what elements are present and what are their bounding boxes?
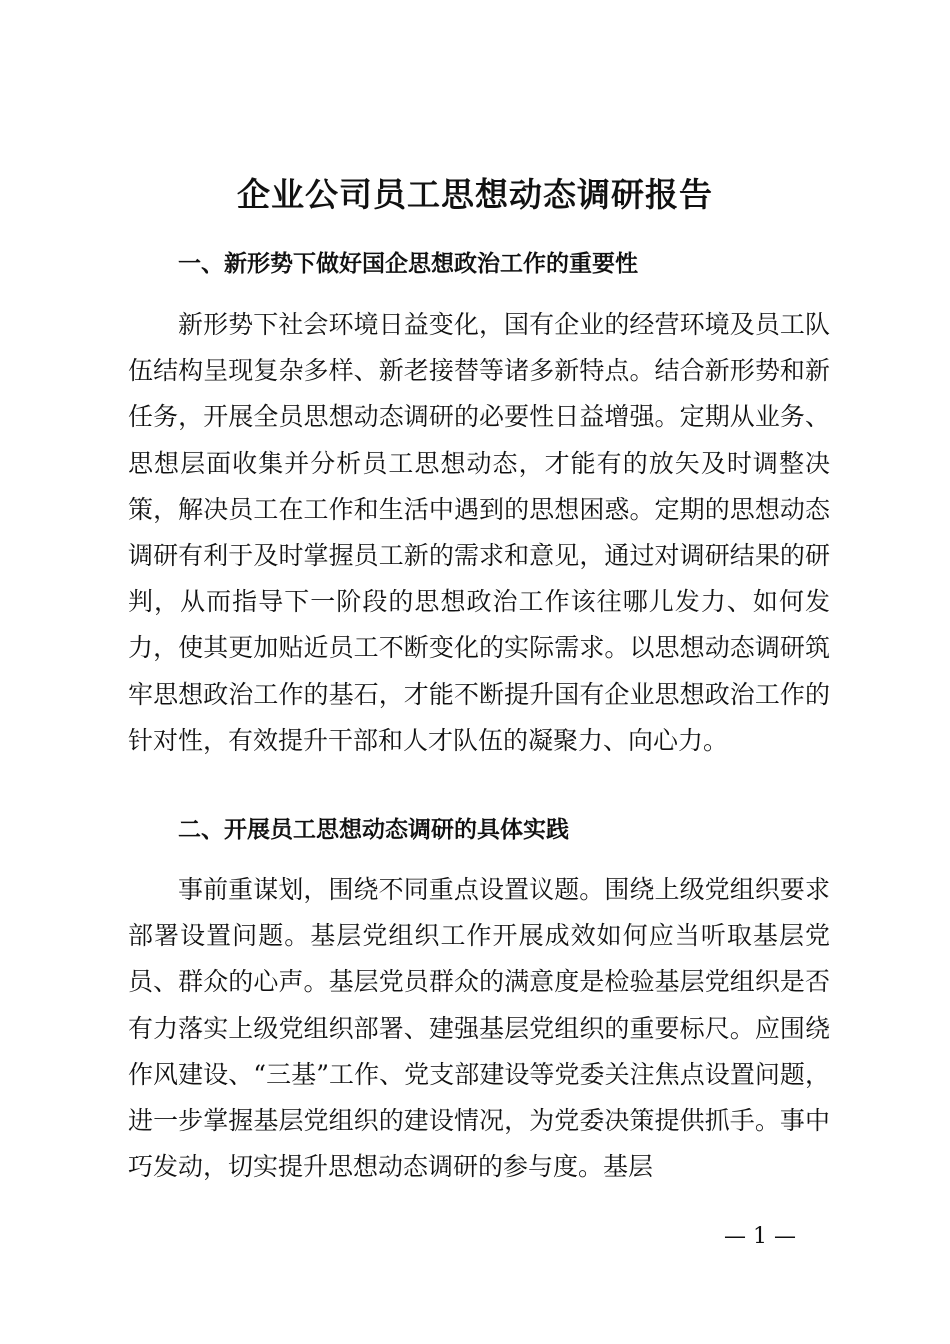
page-number: — 1 — [724,1224,796,1249]
section-heading-2: 二、开展员工思想动态调研的具体实践 [178,817,569,843]
section-paragraph-1: 新形势下社会环境日益变化，国有企业的经营环境及员工队伍结构呈现复杂多样、新老接替等诸多新特点。结合新形势和新任务，开展全员思想动态调研的必要性日益增强。定期从业务、思想层面收集并分析员工思想动态，才能有的放矢及时调整决策，解决员工在工作和生活中遇到的思想困惑。定期的思想动态调研有利于及时掌握员工新的需求和意见，通过对调研结果的研判，从而指导下一阶段的思想政治工作该往哪儿发力、如何发力，使其更加贴近员工不断变化的实际需求。以思想动态调研筑牢思想政治工作的基石，才能不断提升国有企业思想政治工作的针对性，有效提升干部和人才队伍的凝聚力、向心力。 [128,310,830,755]
document-title: 企业公司员工思想动态调研报告 [237,175,713,214]
section-heading-1: 一、新形势下做好国企思想政治工作的重要性 [178,251,638,277]
section-paragraph-2: 事前重谋划，围绕不同重点设置议题。围绕上级党组织要求部署设置问题。基层党组织工作开展成效如何应当听取基层党员、群众的心声。基层党员群众的满意度是检验基层党组织是否有力落实上级党组织部署、建强基层党组织的重要标尺。应围绕作风建设、“三基”工作、党支部建设等党委关注焦点设置问题，进一步掌握基层党组织的建设情况，为党委决策提供抓手。事中巧发动，切实提升思想动态调研的参与度。基层 [128,875,830,1182]
